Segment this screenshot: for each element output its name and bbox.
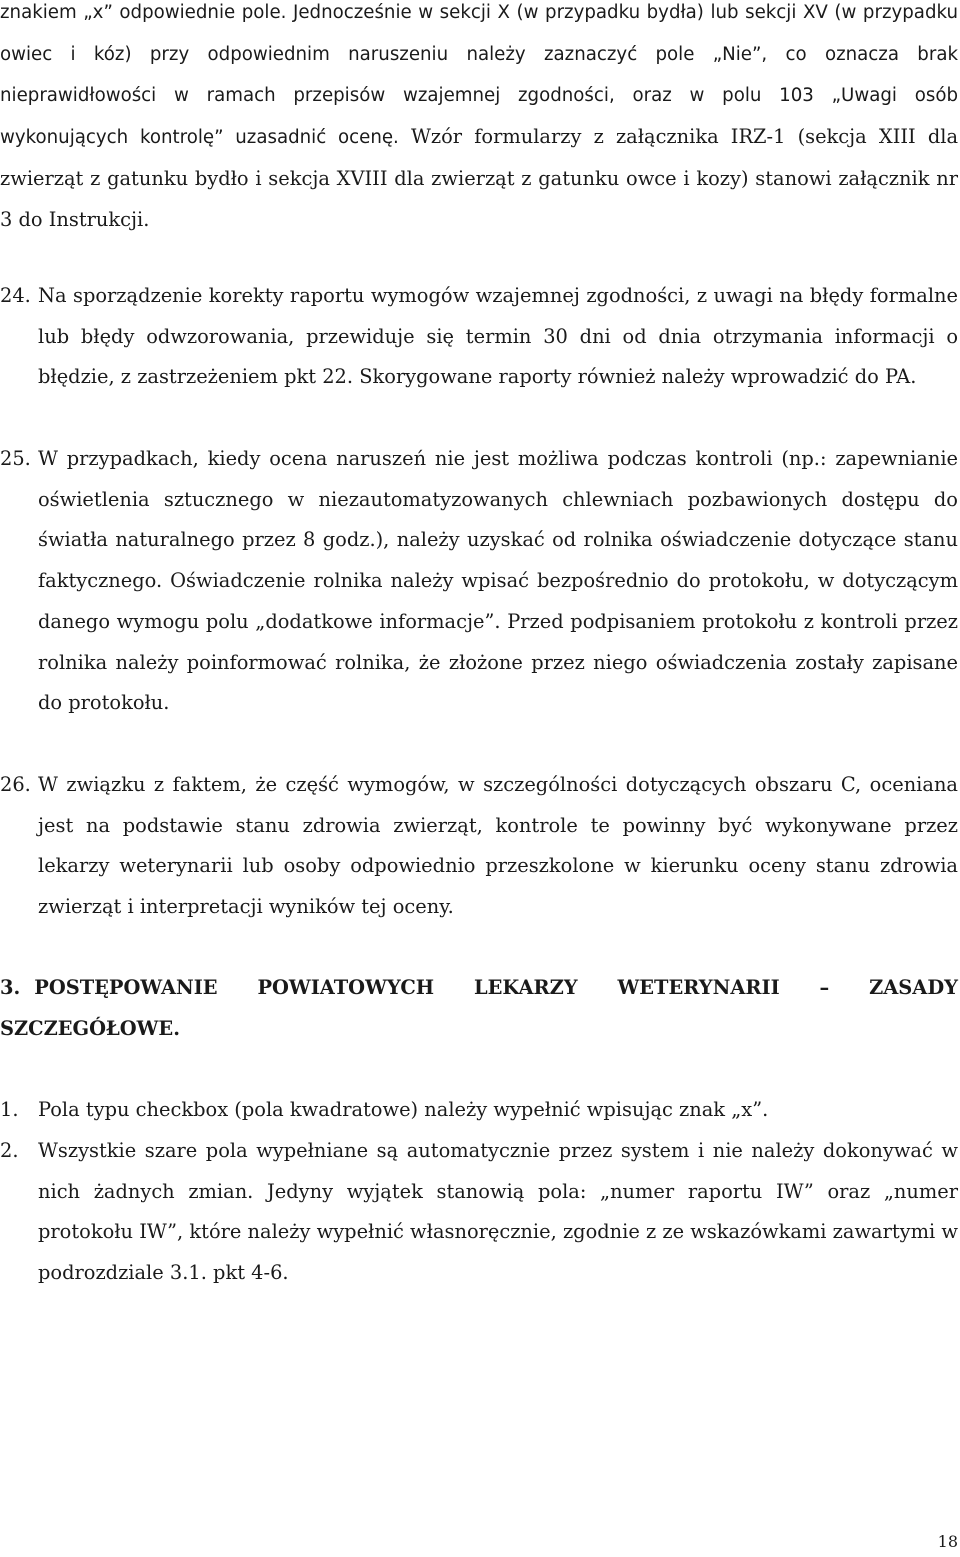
list-item-text: Na sporządzenie korekty raportu wymogów wzajemnej zgodności, z uwagi na błędy formalne lub błędy odwzorowania, przewiduje się termin 30 dni od dnia otrzymania informacji o błędzie, z zastrzeżeniem pkt 22. Skorygowane raporty również należy wprowadzić do PA. xyxy=(38,284,958,389)
list-item-number: 1. xyxy=(0,1098,19,1121)
list-item-1 xyxy=(0,1090,958,1131)
list-item-text: W przypadkach, kiedy ocena naruszeń nie jest możliwa podczas kontroli (np.: zapewnianie oświetlenia sztucznego w niezautomatyzowanych chlewniach pozbawionych dostępu do światła naturalnego przez 8 godz.), należy uzyskać od rolnika oświadczenie dotyczące stanu faktycznego. Oświadczenie rolnika należy wpisać bezpośrednio do protokołu, w dotyczącym danego wymogu polu „dodatkowe informacje”. Przed podpisaniem protokołu z kontroli przez rolnika należy poinformować rolnika, że złożone przez niego oświadczenia zostały zapisane do protokołu. xyxy=(38,447,958,715)
list-item-number: 26. xyxy=(0,773,31,796)
intro-sans-text: znakiem „x” odpowiednie pole. Jednocześnie w sekcji X (w przypadku bydła) lub sekcji XV (w przypadku owiec i kóz) przy odpowiednim naruszeniu należy zaznaczyć pole „Nie”, co oznacza brak nieprawidłowości w ramach przepisów wzajemnej zgodności, oraz w polu 103 „Uwagi osób wykonujących kontrolę” uzasadnić ocenę. xyxy=(0,2,958,149)
intro-serif-text: Wzór formularzy z załącznika IRZ-1 (sekcja XIII dla zwierząt z gatunku bydło i sekcja XVIII dla zwierząt z gatunku owce i kozy) stanowi załącznik nr 3 do Instrukcji. xyxy=(0,125,958,231)
list-item-number: 2. xyxy=(0,1139,19,1162)
list-item-25 xyxy=(0,439,958,724)
list-item-text: Pola typu checkbox (pola kwadratowe) należy wypełnić wpisując znak „x”. xyxy=(38,1098,769,1121)
page-number: 18 xyxy=(937,1532,958,1551)
list-item-text: W związku z faktem, że część wymogów, w szczególności dotyczących obszaru C, oceniana jest na podstawie stanu zdrowia zwierząt, kontrole te powinny być wykonywane przez lekarzy weterynarii lub osoby odpowiednio przeszkolone w kierunku oceny stanu zdrowia zwierząt i interpretacji wyników tej oceny. xyxy=(38,773,958,919)
list-item-2 xyxy=(0,1131,958,1294)
section-title: POSTĘPOWANIE POWIATOWYCH LEKARZY WETERYNARII – ZASADY SZCZEGÓŁOWE. xyxy=(0,976,958,1040)
section-heading xyxy=(0,968,958,1049)
list-item-number: 25. xyxy=(0,447,31,470)
intro-paragraph xyxy=(0,0,958,240)
list-item-24 xyxy=(0,276,958,398)
section-number: 3. xyxy=(0,976,21,999)
list-item-26 xyxy=(0,765,958,928)
list-item-number: 24. xyxy=(0,284,31,307)
list-item-text: Wszystkie szare pola wypełniane są automatycznie przez system i nie należy dokonywać w nich żadnych zmian. Jedyny wyjątek stanowią pola: „numer raportu IW” oraz „numer protokołu IW”, które należy wypełnić własnoręcznie, zgodnie z ze wskazówkami zawartymi w podrozdziale 3.1. pkt 4-6. xyxy=(38,1139,958,1285)
